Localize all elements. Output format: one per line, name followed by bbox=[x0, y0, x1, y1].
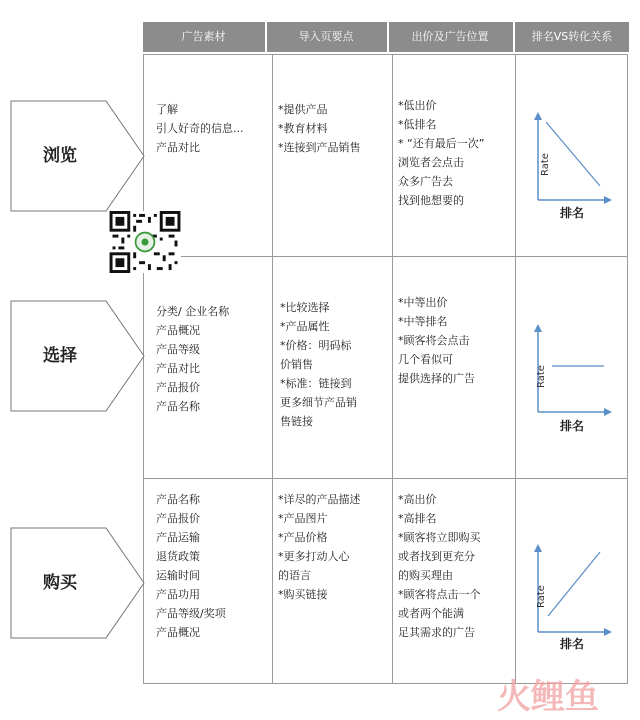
cell-ad-material: 分类/ 企业名称 产品概况 产品等级 产品对比 产品报价 产品名称 bbox=[156, 305, 230, 413]
cell-bid-position: *中等出价 *中等排名 *顾客将会点击 几个看似可 提供选择的广告 bbox=[398, 296, 475, 385]
y-axis-label: Rate bbox=[536, 365, 547, 388]
stage-label: 购买 bbox=[43, 573, 77, 593]
grid-row-line bbox=[144, 256, 627, 257]
watermark-text: 火鲤鱼 bbox=[497, 677, 599, 716]
cell-bid-position: *低出价 *低排名 * “还有最后一次” 浏览者会点击 众多广告去 找到他想要的 bbox=[398, 99, 485, 207]
stage-buy bbox=[10, 527, 146, 639]
x-axis-arrow bbox=[604, 628, 612, 636]
table-header bbox=[143, 22, 629, 52]
x-axis-label: 排名 bbox=[560, 206, 585, 220]
grid-row-line bbox=[144, 478, 627, 479]
grid-column-line bbox=[272, 55, 273, 683]
y-axis-arrow bbox=[534, 324, 542, 332]
qr-code-icon bbox=[109, 211, 181, 273]
x-axis-label: 排名 bbox=[560, 637, 585, 651]
cell-bid-position: *高出价 *高排名 *顾客将立即购买 或者找到更充分 的购买理由 *顾客将点击一个 或者两个能满 足其需求的广告 bbox=[398, 493, 481, 639]
x-axis-arrow bbox=[604, 196, 612, 204]
y-axis-label: Rate bbox=[536, 585, 547, 608]
stage-select bbox=[10, 300, 146, 412]
stage-label: 浏览 bbox=[43, 146, 77, 166]
trend-line bbox=[548, 552, 600, 616]
grid-column-line bbox=[515, 55, 516, 683]
cell-landing-points: *比较选择 *产品属性 *价格：明码标 价销售 *标准：链接到 更多细节产品销 售链接 bbox=[280, 301, 357, 428]
relation-graph-buy bbox=[520, 538, 620, 658]
relation-graph-svg bbox=[520, 108, 620, 218]
watermark-logo bbox=[468, 672, 628, 716]
x-axis-arrow bbox=[604, 408, 612, 416]
header-landing-points: 导入页要点 bbox=[298, 30, 354, 43]
header-bid-position: 出价及广告位置 bbox=[411, 30, 489, 43]
relation-graph-svg bbox=[520, 538, 620, 648]
trend-line bbox=[546, 122, 600, 186]
cell-ad-material: 了解 引人好奇的信息... 产品对比 bbox=[156, 103, 244, 154]
y-axis-arrow bbox=[534, 112, 542, 120]
cell-landing-points: *提供产品 *教育材料 *连接到产品销售 bbox=[278, 103, 361, 154]
header-relation: 排名VS转化关系 bbox=[531, 30, 613, 43]
qr-code bbox=[109, 211, 181, 273]
y-axis-arrow bbox=[534, 544, 542, 552]
relation-graph-svg bbox=[520, 318, 620, 428]
relation-graph-browse bbox=[520, 108, 620, 228]
grid-column-line bbox=[392, 55, 393, 683]
y-axis-label: Rate bbox=[540, 153, 551, 176]
watermark-logo-image bbox=[468, 672, 628, 716]
header-ad-material: 广告素材 bbox=[181, 30, 226, 43]
relation-graph-select bbox=[520, 318, 620, 438]
stage-browse bbox=[10, 100, 146, 212]
x-axis-label: 排名 bbox=[560, 419, 585, 433]
stage-label: 选择 bbox=[43, 346, 77, 366]
cell-landing-points: *详尽的产品描述 *产品图片 *产品价格 *更多打动人心 的语言 *购买链接 bbox=[278, 493, 361, 601]
cell-ad-material: 产品名称 产品报价 产品运输 退货政策 运输时间 产品功用 产品等级/奖项 产品概况 bbox=[156, 493, 226, 639]
